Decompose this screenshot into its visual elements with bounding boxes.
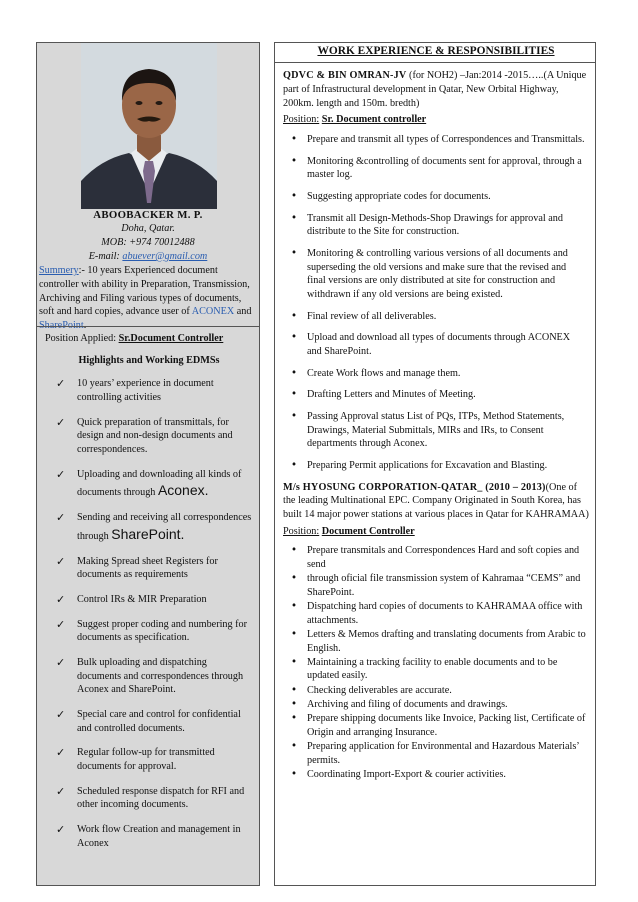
summary-and: and: [234, 306, 252, 318]
email-line: [37, 250, 259, 264]
duty-item: [283, 410, 589, 451]
check-icon: ✓: [56, 511, 66, 525]
duty-text: Monitoring & controlling various versions of all documents and superseding the old versions and make sure that the revised and final versions are only distributed at site for construction and withdrawn if any old versions are being existed.: [307, 248, 568, 301]
duty-text: Dispatching hard copies of documents to KAHRAMAA office with attachments.: [307, 601, 583, 626]
highlight-item: [45, 555, 253, 582]
duty-item: [283, 459, 589, 473]
duty-item: [283, 684, 589, 698]
duty-item: [283, 628, 589, 655]
bullet-icon: •: [291, 740, 298, 752]
left-column: [36, 42, 260, 886]
duty-item: [283, 367, 589, 381]
duty-text: Final review of all deliverables.: [307, 310, 437, 322]
highlight-item: [45, 708, 253, 735]
job-2: [283, 481, 589, 782]
bullet-icon: •: [291, 768, 298, 780]
highlight-text: Bulk uploading and dispatching documents and correspondences through Aconex and SharePoint.: [77, 656, 244, 696]
highlight-text: Regular follow-up for transmitted documents for approval.: [77, 747, 215, 772]
duty-text: Suggesting appropriate codes for documents.: [307, 190, 491, 202]
highlights-section: [45, 332, 253, 861]
highlight-item: [45, 656, 253, 697]
duty-item: [283, 190, 589, 204]
bullet-icon: •: [291, 332, 298, 344]
summary-label: Summery: [39, 265, 79, 277]
highlight-text: Special care and control for confidential and controlled documents.: [77, 708, 241, 734]
duty-text: Transmit all Design-Methods-Shop Drawings for approval and distribute to the Site for construction.: [307, 212, 563, 238]
email-label: E-mail:: [88, 250, 120, 262]
job-2-header: [283, 481, 589, 522]
bullet-icon: •: [291, 698, 298, 710]
highlight-text: Sending and receiving all correspondences through: [77, 512, 252, 542]
job-1-position-value: Sr. Document controller: [321, 114, 427, 126]
duty-item: [283, 544, 589, 571]
job-1-company: QDVC & BIN OMRAN-JV: [283, 70, 407, 82]
right-column: [274, 42, 596, 886]
job-2-position-label: Position:: [283, 525, 320, 537]
duty-text: Monitoring &controlling of documents sent for approval, through a master log.: [307, 155, 582, 181]
bullet-icon: •: [291, 155, 298, 167]
duty-text: Prepare transmitals and Correspondences Hard and soft copies and send: [307, 545, 580, 571]
job-2-duties: [283, 544, 589, 781]
check-icon: ✓: [56, 655, 66, 669]
duty-item: [283, 388, 589, 402]
job-1-duties: [283, 133, 589, 473]
highlight-emphasis: SharePoint.: [111, 525, 185, 542]
check-icon: ✓: [56, 592, 66, 606]
duty-text: Drafting Letters and Minutes of Meeting.: [307, 389, 476, 401]
duty-item: [283, 212, 589, 239]
check-icon: ✓: [56, 746, 66, 760]
job-1-position-label: Position:: [283, 114, 320, 126]
highlight-item: [45, 618, 253, 645]
experience-divider: [275, 62, 595, 63]
summary-aconex: ACONEX: [191, 306, 235, 318]
candidate-name: ABOOBACKER M. P.: [93, 209, 203, 221]
bullet-icon: •: [291, 712, 298, 724]
profile-photo-graphic: [81, 43, 217, 209]
bullet-icon: •: [291, 367, 298, 379]
check-icon: ✓: [56, 377, 66, 391]
bullet-icon: •: [291, 460, 298, 472]
bullet-icon: •: [291, 190, 298, 202]
check-icon: ✓: [56, 707, 66, 721]
bullet-icon: •: [291, 545, 298, 557]
duty-item: [283, 768, 589, 782]
bullet-icon: •: [291, 628, 298, 640]
highlight-item: [45, 593, 253, 607]
duty-item: [283, 600, 589, 627]
check-icon: ✓: [56, 784, 66, 798]
position-applied-label: Position Applied:: [45, 333, 119, 344]
bullet-icon: •: [291, 684, 298, 696]
location: Doha, Qatar.: [121, 223, 175, 235]
highlight-text: Uploading and downloading all kinds of documents through: [77, 468, 242, 499]
mobile-number: MOB: +974 70012488: [101, 237, 195, 249]
duty-text: Archiving and filing of documents and drawings.: [307, 698, 508, 710]
bullet-icon: •: [291, 133, 298, 145]
bullet-icon: •: [291, 656, 298, 668]
duty-item: [283, 712, 589, 739]
highlight-text: Control IRs & MIR Preparation: [77, 593, 207, 605]
job-2-position-value: Document Controller: [321, 525, 415, 537]
duty-text: Checking deliverables are accurate.: [307, 684, 452, 696]
duty-text: Preparing Permit applications for Excavation and Blasting.: [307, 460, 548, 472]
job-2-position: [283, 525, 589, 539]
duty-item: [283, 331, 589, 358]
highlight-item: [45, 746, 253, 773]
duty-item: [283, 155, 589, 182]
bullet-icon: •: [291, 573, 298, 585]
highlight-item: [45, 416, 253, 457]
duty-item: [283, 133, 589, 147]
highlight-item: [45, 377, 253, 404]
check-icon: ✓: [56, 617, 66, 631]
highlight-text: Scheduled response dispatch for RFI and other incoming documents.: [77, 785, 245, 811]
duty-text: Create Work flows and manage them.: [307, 367, 461, 379]
duty-text: Passing Approval status List of PQs, ITPs, Method Statements, Drawings, Material Submittals, MIRs and IRs, to Consent departments through Aconex.: [307, 411, 565, 450]
bullet-icon: •: [291, 310, 298, 322]
job-2-details: (One of the leading Multinational EPC. Company Originated in South Korea, has built 14 major power stations at various places in Qatar for KAHRAMAA): [283, 481, 589, 521]
duty-text: Letters & Memos drafting and translating documents from Arabic to English.: [307, 628, 586, 654]
bullet-icon: •: [291, 248, 298, 259]
job-2-company: M/s HYOSUNG CORPORATION-QATAR_ (2010 – 2013): [283, 481, 546, 493]
job-1-position: [283, 113, 589, 127]
job-1-header: [283, 69, 589, 110]
experience-title: WORK EXPERIENCE & RESPONSIBILITIES: [317, 45, 555, 57]
job-1: [283, 69, 589, 472]
highlight-text: Quick preparation of transmittals, for design and non-design documents and correspondences.: [77, 416, 233, 456]
check-icon: ✓: [56, 822, 66, 836]
duty-text: Upload and download all types of documents through ACONEX and SharePoint.: [307, 332, 571, 358]
email-link[interactable]: abuever@gmail.com: [122, 250, 208, 262]
duty-text: through oficial file transmission system of Kahramaa “CEMS” and SharePoint.: [307, 573, 581, 598]
bullet-icon: •: [291, 411, 298, 423]
check-icon: ✓: [56, 554, 66, 568]
duty-item: [283, 247, 589, 302]
bullet-icon: •: [291, 389, 298, 401]
bullet-icon: •: [291, 601, 298, 613]
duty-text: Coordinating Import-Export & courier activities.: [307, 768, 506, 780]
duty-text: Prepare shipping documents like Invoice, Packing list, Certificate of Origin and arranging Insurance.: [307, 712, 586, 738]
duty-item: [283, 572, 589, 599]
summary: [37, 264, 259, 332]
duty-text: Maintaining a tracking facility to enable documents and to be updated easily.: [307, 656, 558, 682]
highlight-item: [45, 468, 253, 500]
left-divider: [37, 326, 259, 327]
check-icon: ✓: [56, 415, 66, 429]
highlight-text: Work flow Creation and management in Aconex: [77, 823, 241, 849]
position-applied-value: Sr.Document Controller: [118, 333, 224, 344]
duty-item: [283, 656, 589, 683]
highlight-text: Suggest proper coding and numbering for documents as specification.: [77, 618, 248, 644]
summary-end: .: [83, 320, 87, 332]
duty-item: [283, 310, 589, 324]
highlight-text: Making Spread sheet Registers for documents as requirements: [77, 555, 218, 581]
job-1-details: (for NOH2) –Jan:2014 -2015…..(A Unique part of Infrastructural development in Qatar, New Orbital Highway, 200km. length and 150m. bredth): [283, 70, 587, 109]
highlights-title: Highlights and Working EDMSs: [78, 354, 220, 366]
check-icon: ✓: [56, 467, 66, 481]
highlight-item: [45, 511, 253, 543]
duty-item: [283, 740, 589, 767]
profile-photo: [81, 43, 217, 209]
position-applied: [45, 332, 253, 346]
highlights-list: [45, 377, 253, 850]
highlight-item: [45, 823, 253, 850]
summary-sharepoint: SharePoint: [39, 320, 84, 332]
duty-text: Prepare and transmit all types of Correspondences and Transmittals.: [307, 133, 585, 145]
summary-text: :- 10 years Experienced document controller with ability in Preparation, Transmission, Archiving and Filing various types of documents, soft and hard copies, advance user of: [39, 265, 250, 318]
duty-item: [283, 698, 589, 712]
highlight-emphasis: Aconex.: [157, 482, 209, 499]
highlight-text: 10 years’ experience in document controlling activities: [77, 378, 214, 404]
contact-block: [37, 208, 259, 333]
duty-text: Preparing application for Environmental and Hazardous Materials’ permits.: [307, 740, 579, 766]
highlight-item: [45, 785, 253, 812]
bullet-icon: •: [291, 212, 298, 224]
